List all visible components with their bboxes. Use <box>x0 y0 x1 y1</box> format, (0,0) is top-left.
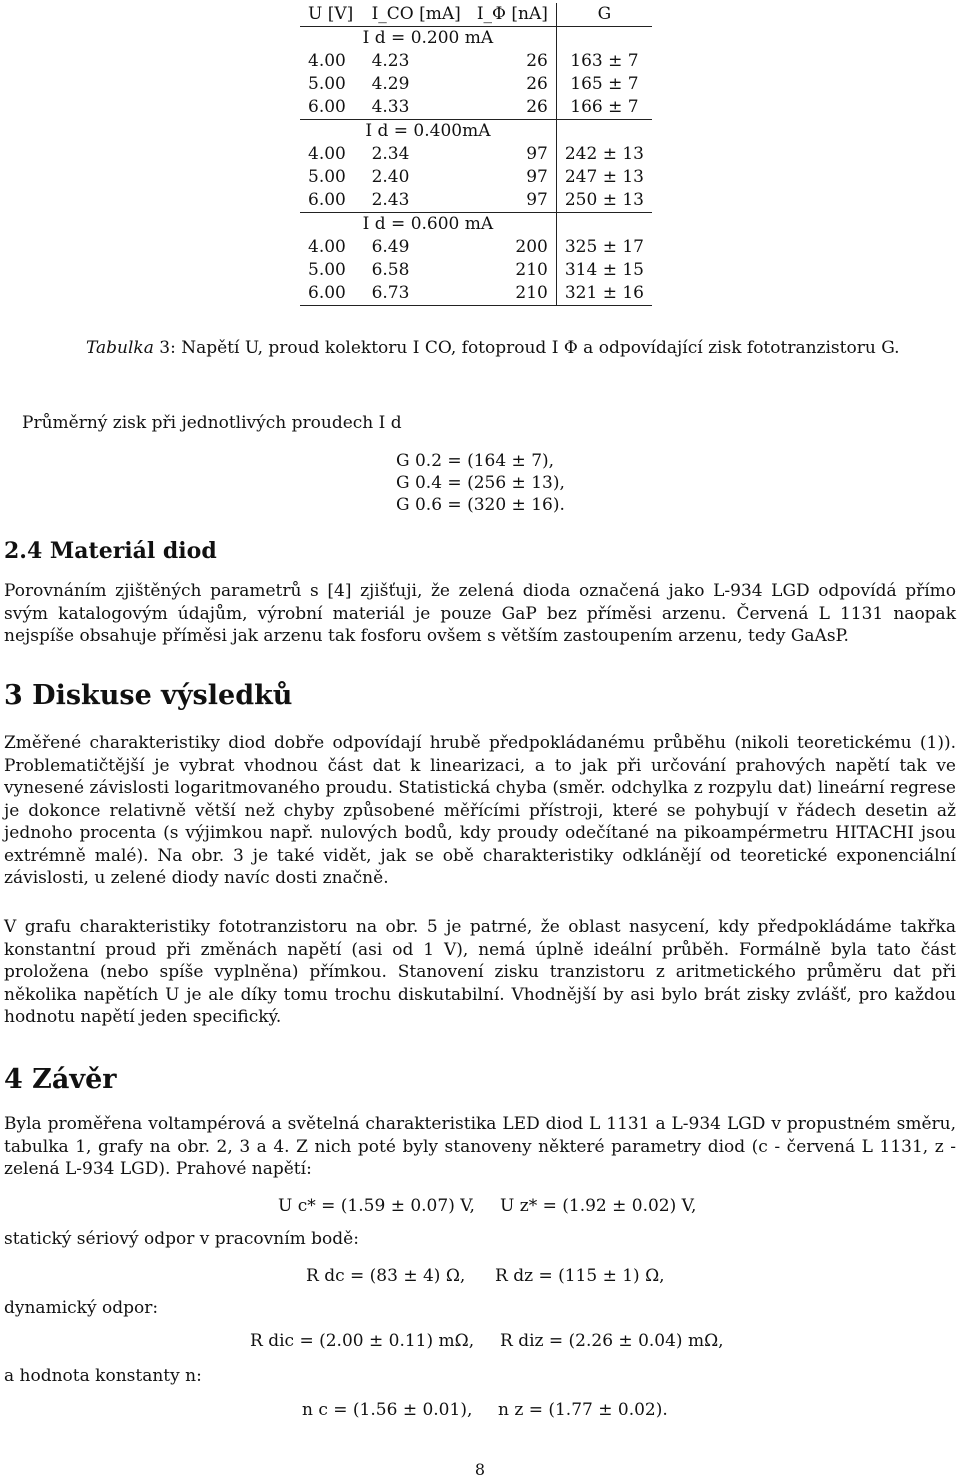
label-static-resistance: statický sériový odpor v pracovním bodě: <box>4 1229 359 1249</box>
section-3-heading: 3 Diskuse výsledků <box>4 680 293 711</box>
table-row <box>300 189 652 213</box>
page-number: 8 <box>474 1460 486 1479</box>
cell-u: 4.00 <box>308 51 346 71</box>
header-iphi: I_Φ [nA] <box>469 3 557 27</box>
table-row <box>300 282 652 306</box>
cell-u: 6.00 <box>300 96 364 120</box>
cell-u: 4.00 <box>308 144 346 164</box>
eq-n-red: n c = (1.56 ± 0.01), <box>302 1400 473 1420</box>
gain-eq-02: G 0.2 = (164 ± 7), <box>396 451 555 471</box>
avg-gain-intro: Průměrný zisk při jednotlivých proudech I d <box>22 413 402 433</box>
cell-u: 5.00 <box>308 74 346 94</box>
cell-ico: 4.33 <box>364 96 469 120</box>
gain-eq-06: G 0.6 = (320 ± 16). <box>396 495 565 515</box>
group-label: I d = 0.400mA <box>300 120 556 144</box>
group-label: I d = 0.600 mA <box>300 213 556 237</box>
section-4-heading: 4 Závěr <box>4 1064 117 1095</box>
cell-g: 247 ± 13 <box>564 167 644 187</box>
table-row <box>300 236 652 259</box>
section-3-paragraph-1: Změřené charakteristiky diod dobře odpovídají hrubě předpokládanému průběhu (nikoli teoretickému (1)). Problematičtější je vybrat vhodnou část dat k linearizaci, a to jak při určování prahových napětí tak ve vynesené závislosti logaritmovaného proudu. Statistická chyba (směr. odchylka z rozpylu dat) lineární regrese je dokonce relativně větší než chyby způsobené měřícími přístroji, které se pohybují v řádech desetin až jednoho procenta (s výjimkou např. nulových bodů, kdy proudy odečítané na pikoampérmetru HITACHI jsou extrémně malé). Na obr. 3 je také vidět, jak se obě charakteristiky odklánějí od teoretické exponenciální závislosti, u zelené diody navíc dosti značně. <box>4 733 956 888</box>
table-header-row <box>300 3 652 27</box>
cell-g: 165 ± 7 <box>570 74 639 94</box>
cell-g: 163 ± 7 <box>570 51 639 71</box>
group-label: I d = 0.200 mA <box>300 27 556 51</box>
table-row <box>300 73 652 96</box>
cell-iphi: 26 <box>469 50 557 73</box>
table-caption <box>86 338 906 358</box>
avg-gain-equations <box>396 450 565 516</box>
eq-static-resistance-red: R dc = (83 ± 4) Ω, <box>306 1266 466 1286</box>
group-label-spacer <box>556 120 652 144</box>
gain-eq-04: G 0.4 = (256 ± 13), <box>396 473 565 493</box>
cell-ico: 2.34 <box>371 144 410 164</box>
section-4-paragraph: Byla proměřena voltampérová a světelná charakteristika LED diod L 1131 a L-934 LGD v propustném směru, tabulka 1, grafy na obr. 2, 3 a 4. Z nich poté byly stanoveny některé parametry diod (c - červená L 1131, z - zelená L-934 LGD). Prahové napětí: <box>4 1114 956 1179</box>
cell-u: 6.00 <box>300 189 364 213</box>
table-group-row <box>300 27 652 51</box>
table-row <box>300 143 652 166</box>
cell-iphi: 200 <box>469 236 557 259</box>
cell-iphi: 97 <box>469 166 557 189</box>
header-g: G <box>556 3 652 27</box>
table-group-row <box>300 213 652 237</box>
cell-iphi: 97 <box>469 189 557 213</box>
cell-u: 4.00 <box>308 237 346 257</box>
header-u: U [V] <box>300 3 364 27</box>
data-table <box>300 3 652 306</box>
cell-g: 314 ± 15 <box>564 260 644 280</box>
eq-static-resistance-green: R dz = (115 ± 1) Ω, <box>495 1266 665 1286</box>
cell-iphi: 26 <box>469 96 557 120</box>
eq-threshold-red: U c* = (1.59 ± 0.07) V, <box>278 1196 475 1216</box>
cell-g: 250 ± 13 <box>556 189 652 213</box>
cell-iphi: 210 <box>469 282 557 306</box>
table-group-row <box>300 120 652 144</box>
cell-ico: 4.23 <box>371 51 410 71</box>
group-label-spacer <box>556 27 652 51</box>
table-row <box>300 96 652 120</box>
label-dynamic-resistance: dynamický odpor: <box>4 1298 159 1318</box>
cell-ico: 6.58 <box>371 260 410 280</box>
cell-ico: 4.29 <box>371 74 410 94</box>
section-2-4-text: Porovnáním zjištěných parametrů s [4] zjišťuji, že zelená dioda označená jako L-934 LGD odpovídá přímo svým katalogovým údajům, výrobní materiál je pouze GaP bez příměsi arzenu. Červená L 1131 naopak nejspíše obsahuje příměsi jak arzenu tak fosforu ovšem s větším zastoupením arzenu, tedy GaAsP. <box>4 581 956 646</box>
caption-text: 3: Napětí U, proud kolektoru I CO, fotoproud I Φ a odpovídající zisk fototranzistoru G. <box>159 338 900 358</box>
cell-ico: 2.40 <box>371 167 410 187</box>
cell-iphi: 97 <box>469 143 557 166</box>
table-row <box>300 50 652 73</box>
cell-g: 321 ± 16 <box>556 282 652 306</box>
cell-ico: 2.43 <box>364 189 469 213</box>
caption-label: Tabulka <box>86 338 154 358</box>
eq-dynamic-resistance-red: R dic = (2.00 ± 0.11) mΩ, <box>250 1331 475 1351</box>
cell-ico: 6.49 <box>371 237 410 257</box>
eq-threshold-green: U z* = (1.92 ± 0.02) V, <box>500 1196 697 1216</box>
group-label-spacer <box>556 213 652 237</box>
cell-g: 325 ± 17 <box>564 237 644 257</box>
cell-u: 5.00 <box>308 167 346 187</box>
table-row <box>300 259 652 282</box>
cell-g: 166 ± 7 <box>556 96 652 120</box>
section-2-4-heading: 2.4 Materiál diod <box>4 538 217 564</box>
cell-iphi: 26 <box>469 73 557 96</box>
eq-n-green: n z = (1.77 ± 0.02). <box>498 1400 668 1420</box>
cell-ico: 6.73 <box>364 282 469 306</box>
label-constant-n: a hodnota konstanty n: <box>4 1366 202 1386</box>
cell-u: 5.00 <box>308 260 346 280</box>
eq-dynamic-resistance-green: R diz = (2.26 ± 0.04) mΩ, <box>500 1331 724 1351</box>
header-ico: I_CO [mA] <box>364 3 469 27</box>
table-row <box>300 166 652 189</box>
cell-iphi: 210 <box>469 259 557 282</box>
section-3-paragraph-2: V grafu charakteristiky fototranzistoru na obr. 5 je patrné, že oblast nasycení, kdy předpokládáme takřka konstantní proud při změnách napětí (asi od 1 V), nemá úplně ideální průběh. Formálně byla tato část proložena (nebo spíše vyplněna) přímkou. Stanovení zisku tranzistoru z aritmetického průměru dat při několika napětích U je ale díky tomu trochu diskutabilní. Vhodnější by asi bylo brát zisky zvlášť, pro každou hodnotu napětí jeden specifický. <box>4 917 956 1027</box>
cell-u: 6.00 <box>300 282 364 306</box>
cell-g: 242 ± 13 <box>564 144 644 164</box>
